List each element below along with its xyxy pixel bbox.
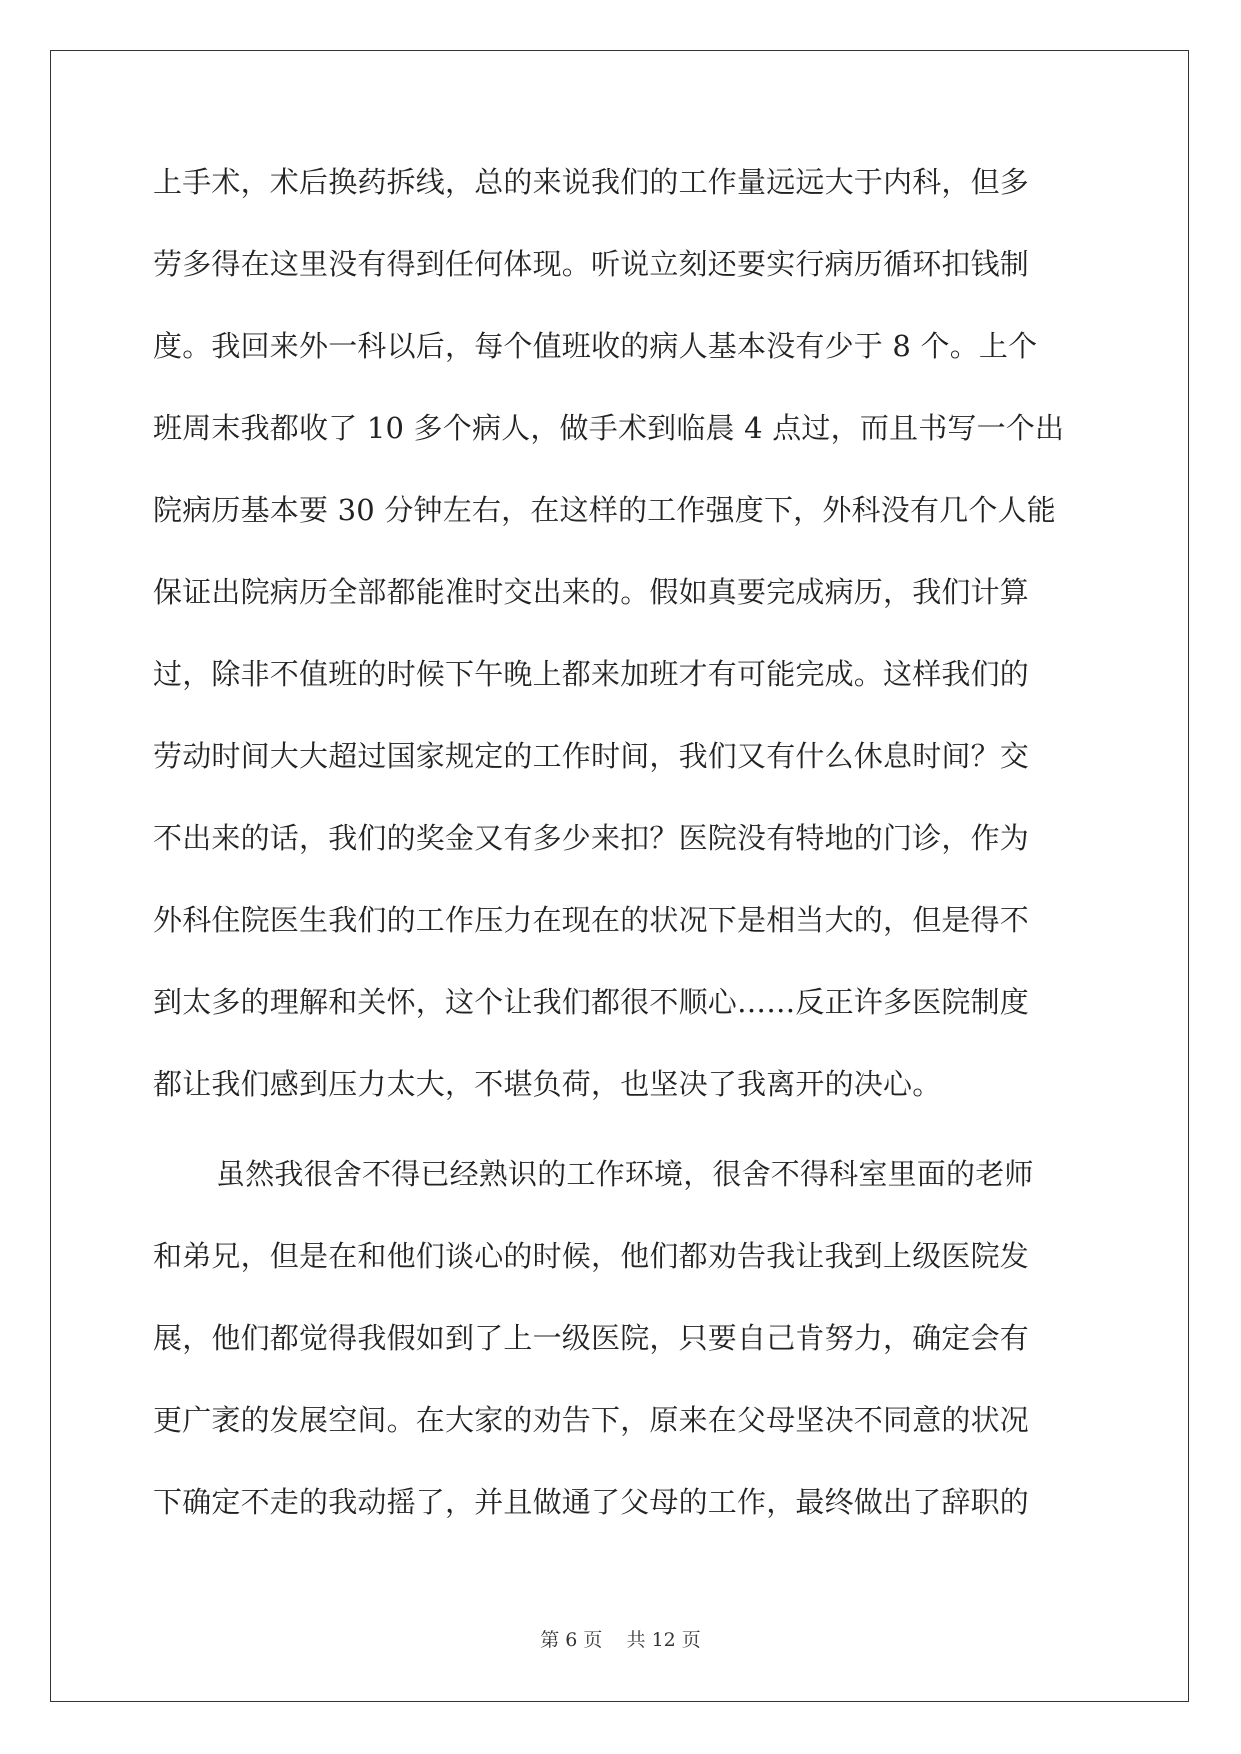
- text-line: 到太多的理解和关怀，这个让我们都很不顺心……反正许多医院制度: [153, 985, 1030, 1019]
- text-line: 下确定不走的我动摇了，并且做通了父母的工作，最终做出了辞职的: [153, 1485, 1030, 1519]
- text-line: 更广袤的发展空间。在大家的劝告下，原来在父母坚决不同意的状况: [153, 1403, 1030, 1437]
- page-number-label: 第 6 页 共 12 页: [540, 1629, 701, 1651]
- text-line: 度。我回来外一科以后，每个值班收的病人基本没有少于 8 个。上个: [153, 329, 1038, 363]
- text-line: 过，除非不值班的时候下午晚上都来加班才有可能完成。这样我们的: [153, 657, 1030, 691]
- text-line: 不出来的话，我们的奖金又有多少来扣？医院没有特地的门诊，作为: [153, 821, 1030, 855]
- text-line: 都让我们感到压力太大，不堪负荷，也坚决了我离开的决心。: [153, 1067, 942, 1101]
- paragraph-1: [153, 162, 1098, 1146]
- text-line: 上手术，术后换药拆线，总的来说我们的工作量远远大于内科，但多: [153, 165, 1030, 199]
- text-line: 劳多得在这里没有得到任何体现。听说立刻还要实行病历循环扣钱制: [153, 247, 1030, 281]
- page-footer: [0, 1628, 1241, 1652]
- text-line: 保证出院病历全部都能准时交出来的。假如真要完成病历，我们计算: [153, 575, 1030, 609]
- text-line: 班周末我都收了 10 多个病人，做手术到临晨 4 点过，而且书写一个出: [153, 411, 1065, 445]
- text-line: 和弟兄，但是在和他们谈心的时候，他们都劝告我让我到上级医院发: [153, 1239, 1030, 1273]
- text-line: 劳动时间大大超过国家规定的工作时间，我们又有什么休息时间？交: [153, 739, 1030, 773]
- text-line: 展，他们都觉得我假如到了上一级医院，只要自己肯努力，确定会有: [153, 1321, 1030, 1355]
- text-line: 院病历基本要 30 分钟左右，在这样的工作强度下，外科没有几个人能: [153, 493, 1056, 527]
- text-line: 虽然我很舍不得已经熟识的工作环境，很舍不得科室里面的老师: [216, 1157, 1034, 1191]
- paragraph-2: [153, 1154, 1098, 1564]
- text-line: 外科住院医生我们的工作压力在现在的状况下是相当大的，但是得不: [153, 903, 1030, 937]
- document-body: [153, 162, 1098, 1564]
